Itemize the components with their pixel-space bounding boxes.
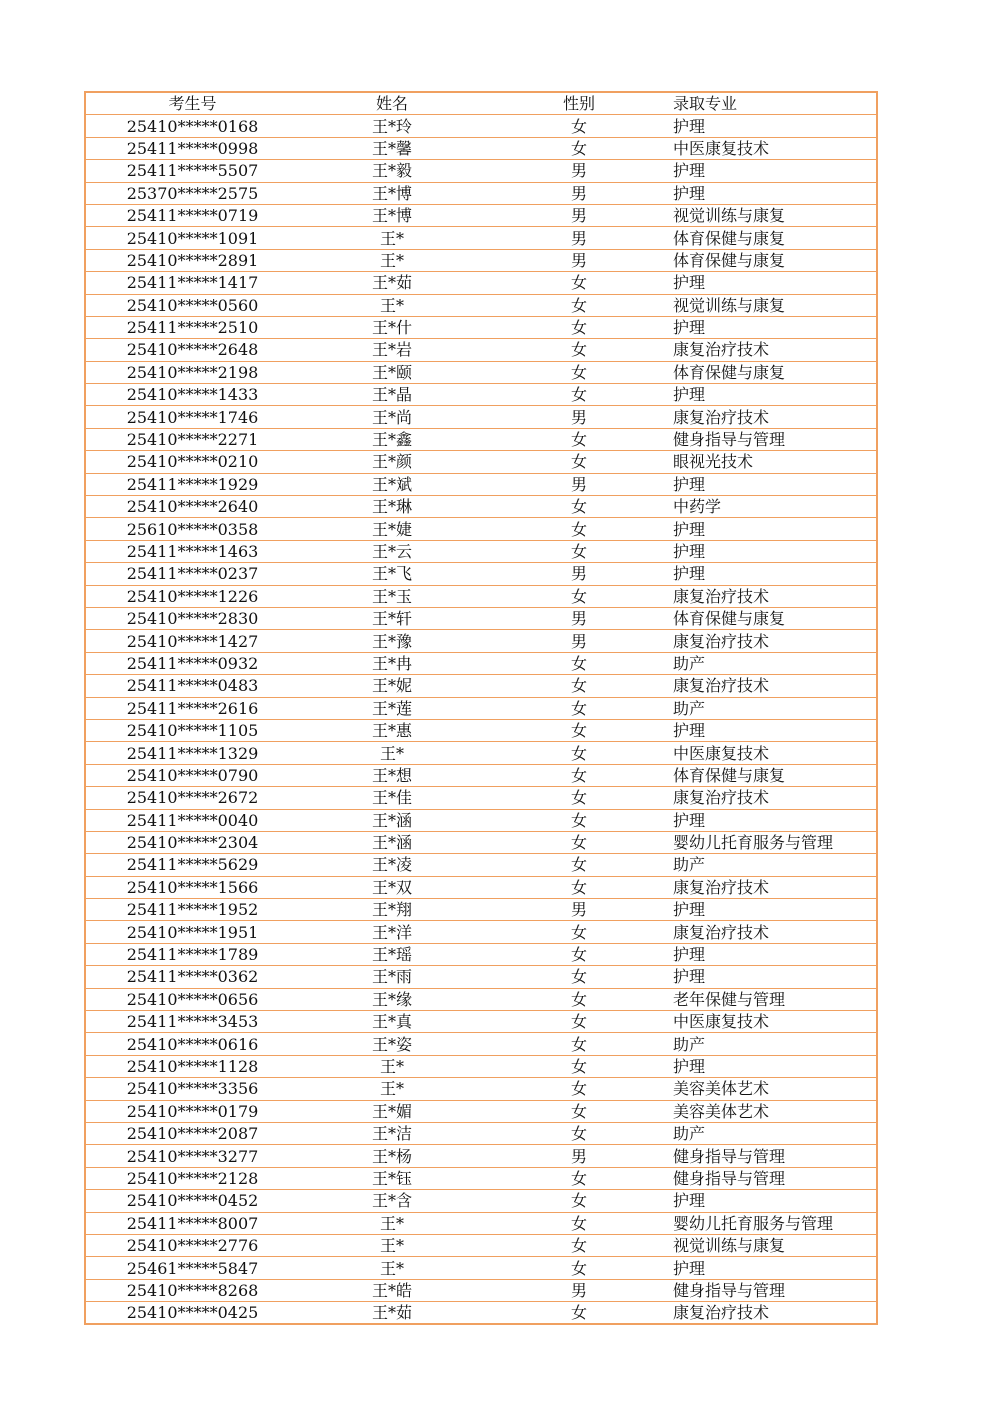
cell-gender: 女: [485, 854, 673, 876]
table-row: [85, 831, 877, 853]
cell-candidate-id: 25410*****0210: [85, 451, 299, 473]
cell-gender: 女: [485, 272, 673, 294]
cell-candidate-id: 25411*****8007: [85, 1212, 299, 1234]
cell-name: 王*玉: [299, 585, 485, 607]
cell-name: 王*玲: [299, 115, 485, 137]
cell-name: 王*颐: [299, 361, 485, 383]
table-row: [85, 249, 877, 271]
cell-candidate-id: 25410*****3277: [85, 1145, 299, 1167]
table-row: [85, 1100, 877, 1122]
table-row: [85, 496, 877, 518]
cell-candidate-id: 25411*****5507: [85, 160, 299, 182]
cell-major: 体育保健与康复: [673, 249, 877, 271]
cell-major: 老年保健与管理: [673, 988, 877, 1010]
cell-gender: 女: [485, 809, 673, 831]
cell-gender: 男: [485, 630, 673, 652]
cell-major: 护理: [673, 473, 877, 495]
cell-major: 视觉训练与康复: [673, 1234, 877, 1256]
cell-candidate-id: 25410*****2640: [85, 496, 299, 518]
cell-candidate-id: 25410*****1566: [85, 876, 299, 898]
cell-gender: 女: [485, 496, 673, 518]
cell-candidate-id: 25410*****1226: [85, 585, 299, 607]
cell-major: 护理: [673, 1055, 877, 1077]
cell-candidate-id: 25411*****1417: [85, 272, 299, 294]
cell-candidate-id: 25411*****2616: [85, 697, 299, 719]
cell-candidate-id: 25410*****0168: [85, 115, 299, 137]
cell-name: 王*博: [299, 182, 485, 204]
cell-name: 王*毅: [299, 160, 485, 182]
cell-gender: 男: [485, 160, 673, 182]
table-row: [85, 809, 877, 831]
cell-major: 护理: [673, 272, 877, 294]
cell-major: 康复治疗技术: [673, 787, 877, 809]
table-row: [85, 115, 877, 137]
cell-gender: 女: [485, 831, 673, 853]
cell-major: 康复治疗技术: [673, 339, 877, 361]
table-row: [85, 137, 877, 159]
cell-major: 健身指导与管理: [673, 1145, 877, 1167]
cell-name: 王*想: [299, 764, 485, 786]
table-row: [85, 719, 877, 741]
cell-candidate-id: 25411*****0040: [85, 809, 299, 831]
cell-candidate-id: 25411*****1329: [85, 742, 299, 764]
cell-major: 体育保健与康复: [673, 227, 877, 249]
table-row: [85, 697, 877, 719]
table-row: [85, 630, 877, 652]
cell-gender: 女: [485, 451, 673, 473]
cell-major: 护理: [673, 160, 877, 182]
table-row: [85, 1257, 877, 1279]
cell-candidate-id: 25411*****1929: [85, 473, 299, 495]
cell-gender: 女: [485, 1212, 673, 1234]
cell-gender: 男: [485, 473, 673, 495]
cell-gender: 女: [485, 518, 673, 540]
cell-name: 王*茹: [299, 272, 485, 294]
cell-major: 护理: [673, 316, 877, 338]
cell-gender: 女: [485, 1190, 673, 1212]
cell-candidate-id: 25411*****0719: [85, 204, 299, 226]
cell-major: 护理: [673, 384, 877, 406]
cell-candidate-id: 25410*****0656: [85, 988, 299, 1010]
cell-name: 王*飞: [299, 563, 485, 585]
cell-gender: 男: [485, 227, 673, 249]
table-row: [85, 876, 877, 898]
cell-name: 王*: [299, 1078, 485, 1100]
table-row: [85, 384, 877, 406]
cell-major: 助产: [673, 1033, 877, 1055]
cell-major: 护理: [673, 966, 877, 988]
cell-candidate-id: 25411*****1463: [85, 540, 299, 562]
header-gender: 性别: [485, 92, 673, 115]
cell-major: 健身指导与管理: [673, 428, 877, 450]
cell-name: 王*妮: [299, 675, 485, 697]
cell-major: 眼视光技术: [673, 451, 877, 473]
cell-major: 康复治疗技术: [673, 921, 877, 943]
table-row: [85, 272, 877, 294]
cell-candidate-id: 25410*****1746: [85, 406, 299, 428]
cell-gender: 男: [485, 899, 673, 921]
cell-name: 王*尚: [299, 406, 485, 428]
cell-gender: 女: [485, 294, 673, 316]
table-row: [85, 675, 877, 697]
cell-gender: 女: [485, 384, 673, 406]
cell-candidate-id: 25411*****2510: [85, 316, 299, 338]
cell-name: 王*皓: [299, 1279, 485, 1301]
table-row: [85, 1033, 877, 1055]
table-row: [85, 339, 877, 361]
table-row: [85, 540, 877, 562]
header-name: 姓名: [299, 92, 485, 115]
table-row: [85, 1234, 877, 1256]
cell-candidate-id: 25411*****1789: [85, 943, 299, 965]
table-row: [85, 518, 877, 540]
cell-candidate-id: 25410*****0452: [85, 1190, 299, 1212]
table-row: [85, 607, 877, 629]
cell-major: 护理: [673, 540, 877, 562]
cell-gender: 女: [485, 697, 673, 719]
table-row: [85, 988, 877, 1010]
cell-gender: 女: [485, 316, 673, 338]
cell-candidate-id: 25411*****0362: [85, 966, 299, 988]
cell-name: 王*什: [299, 316, 485, 338]
cell-name: 王*杨: [299, 1145, 485, 1167]
table-row: [85, 1011, 877, 1033]
cell-major: 助产: [673, 652, 877, 674]
cell-candidate-id: 25410*****0425: [85, 1302, 299, 1325]
cell-candidate-id: 25410*****1105: [85, 719, 299, 741]
cell-candidate-id: 25610*****0358: [85, 518, 299, 540]
cell-major: 康复治疗技术: [673, 630, 877, 652]
table-row: [85, 563, 877, 585]
table-row: [85, 227, 877, 249]
cell-name: 王*云: [299, 540, 485, 562]
cell-gender: 男: [485, 1279, 673, 1301]
cell-gender: 女: [485, 428, 673, 450]
cell-major: 康复治疗技术: [673, 585, 877, 607]
cell-major: 体育保健与康复: [673, 361, 877, 383]
cell-name: 王*琳: [299, 496, 485, 518]
cell-name: 王*: [299, 1055, 485, 1077]
table-row: [85, 943, 877, 965]
cell-name: 王*: [299, 1257, 485, 1279]
cell-name: 王*瑶: [299, 943, 485, 965]
cell-candidate-id: 25410*****2648: [85, 339, 299, 361]
table-row: [85, 160, 877, 182]
cell-candidate-id: 25411*****0932: [85, 652, 299, 674]
cell-candidate-id: 25410*****8268: [85, 1279, 299, 1301]
cell-candidate-id: 25410*****3356: [85, 1078, 299, 1100]
table-row: [85, 1190, 877, 1212]
cell-name: 王*莲: [299, 697, 485, 719]
table-row: [85, 1167, 877, 1189]
cell-name: 王*佳: [299, 787, 485, 809]
cell-name: 王*真: [299, 1011, 485, 1033]
cell-gender: 女: [485, 1257, 673, 1279]
cell-candidate-id: 25410*****2271: [85, 428, 299, 450]
cell-candidate-id: 25411*****0998: [85, 137, 299, 159]
cell-name: 王*岩: [299, 339, 485, 361]
cell-major: 护理: [673, 899, 877, 921]
cell-gender: 女: [485, 675, 673, 697]
cell-gender: 男: [485, 204, 673, 226]
cell-gender: 女: [485, 652, 673, 674]
cell-candidate-id: 25410*****2128: [85, 1167, 299, 1189]
cell-name: 王*博: [299, 204, 485, 226]
cell-gender: 女: [485, 719, 673, 741]
cell-gender: 女: [485, 742, 673, 764]
cell-name: 王*涵: [299, 831, 485, 853]
cell-name: 王*雨: [299, 966, 485, 988]
table-row: [85, 406, 877, 428]
cell-gender: 女: [485, 1033, 673, 1055]
cell-gender: 女: [485, 339, 673, 361]
cell-gender: 女: [485, 764, 673, 786]
cell-gender: 女: [485, 787, 673, 809]
cell-major: 护理: [673, 182, 877, 204]
cell-gender: 男: [485, 563, 673, 585]
cell-name: 王*: [299, 1212, 485, 1234]
cell-gender: 女: [485, 1122, 673, 1144]
cell-candidate-id: 25411*****0237: [85, 563, 299, 585]
cell-major: 婴幼儿托育服务与管理: [673, 831, 877, 853]
cell-gender: 男: [485, 607, 673, 629]
cell-major: 康复治疗技术: [673, 675, 877, 697]
cell-candidate-id: 25410*****1951: [85, 921, 299, 943]
table-row: [85, 428, 877, 450]
cell-gender: 女: [485, 1055, 673, 1077]
table-row: [85, 316, 877, 338]
cell-name: 王*婕: [299, 518, 485, 540]
cell-major: 健身指导与管理: [673, 1167, 877, 1189]
cell-gender: 男: [485, 1145, 673, 1167]
cell-name: 王*: [299, 227, 485, 249]
table-row: [85, 361, 877, 383]
cell-gender: 女: [485, 1167, 673, 1189]
table-row: [85, 182, 877, 204]
cell-major: 视觉训练与康复: [673, 294, 877, 316]
table-row: [85, 1302, 877, 1325]
cell-name: 王*钰: [299, 1167, 485, 1189]
cell-name: 王*洋: [299, 921, 485, 943]
cell-gender: 女: [485, 988, 673, 1010]
cell-name: 王*凌: [299, 854, 485, 876]
cell-major: 护理: [673, 809, 877, 831]
cell-major: 护理: [673, 943, 877, 965]
cell-candidate-id: 25410*****2672: [85, 787, 299, 809]
table-row: [85, 921, 877, 943]
cell-candidate-id: 25411*****0483: [85, 675, 299, 697]
cell-name: 王*: [299, 294, 485, 316]
header-candidate-id: 考生号: [85, 92, 299, 115]
cell-name: 王*晶: [299, 384, 485, 406]
table-row: [85, 787, 877, 809]
cell-major: 康复治疗技术: [673, 406, 877, 428]
cell-gender: 女: [485, 966, 673, 988]
cell-candidate-id: 25410*****0790: [85, 764, 299, 786]
cell-major: 中医康复技术: [673, 1011, 877, 1033]
cell-name: 王*斌: [299, 473, 485, 495]
cell-candidate-id: 25410*****1433: [85, 384, 299, 406]
cell-major: 护理: [673, 1190, 877, 1212]
cell-gender: 男: [485, 406, 673, 428]
table-row: [85, 473, 877, 495]
cell-gender: 女: [485, 1100, 673, 1122]
cell-gender: 女: [485, 361, 673, 383]
cell-candidate-id: 25411*****1952: [85, 899, 299, 921]
cell-major: 护理: [673, 518, 877, 540]
table-row: [85, 1055, 877, 1077]
header-major: 录取专业: [673, 92, 877, 115]
table-row: [85, 1078, 877, 1100]
cell-name: 王*媚: [299, 1100, 485, 1122]
cell-major: 助产: [673, 1122, 877, 1144]
cell-candidate-id: 25461*****5847: [85, 1257, 299, 1279]
cell-major: 美容美体艺术: [673, 1078, 877, 1100]
cell-major: 康复治疗技术: [673, 876, 877, 898]
cell-major: 康复治疗技术: [673, 1302, 877, 1325]
table-row: [85, 1212, 877, 1234]
cell-major: 中医康复技术: [673, 742, 877, 764]
cell-name: 王*洁: [299, 1122, 485, 1144]
cell-name: 王*馨: [299, 137, 485, 159]
table-row: [85, 652, 877, 674]
cell-name: 王*轩: [299, 607, 485, 629]
table-row: [85, 854, 877, 876]
cell-gender: 女: [485, 1011, 673, 1033]
cell-name: 王*含: [299, 1190, 485, 1212]
cell-gender: 女: [485, 585, 673, 607]
cell-major: 美容美体艺术: [673, 1100, 877, 1122]
cell-name: 王*: [299, 249, 485, 271]
cell-candidate-id: 25410*****2776: [85, 1234, 299, 1256]
cell-major: 视觉训练与康复: [673, 204, 877, 226]
table-body: [85, 115, 877, 1325]
cell-name: 王*缘: [299, 988, 485, 1010]
table-header: [85, 92, 877, 115]
cell-candidate-id: 25411*****3453: [85, 1011, 299, 1033]
cell-gender: 男: [485, 249, 673, 271]
cell-name: 王*鑫: [299, 428, 485, 450]
cell-candidate-id: 25410*****1091: [85, 227, 299, 249]
cell-candidate-id: 25410*****2087: [85, 1122, 299, 1144]
cell-gender: 男: [485, 182, 673, 204]
cell-name: 王*: [299, 1234, 485, 1256]
cell-name: 王*翔: [299, 899, 485, 921]
cell-name: 王*双: [299, 876, 485, 898]
cell-major: 护理: [673, 1257, 877, 1279]
cell-major: 婴幼儿托育服务与管理: [673, 1212, 877, 1234]
cell-major: 护理: [673, 719, 877, 741]
cell-major: 护理: [673, 563, 877, 585]
cell-name: 王*: [299, 742, 485, 764]
header-row: [85, 92, 877, 115]
cell-candidate-id: 25410*****2891: [85, 249, 299, 271]
table-row: [85, 966, 877, 988]
cell-name: 王*茹: [299, 1302, 485, 1325]
cell-major: 助产: [673, 697, 877, 719]
cell-gender: 女: [485, 115, 673, 137]
cell-gender: 女: [485, 943, 673, 965]
cell-name: 王*颜: [299, 451, 485, 473]
cell-gender: 女: [485, 1078, 673, 1100]
cell-major: 助产: [673, 854, 877, 876]
cell-name: 王*豫: [299, 630, 485, 652]
cell-name: 王*姿: [299, 1033, 485, 1055]
admission-table: [84, 91, 878, 1325]
cell-candidate-id: 25411*****5629: [85, 854, 299, 876]
table-row: [85, 899, 877, 921]
cell-candidate-id: 25410*****2304: [85, 831, 299, 853]
table-row: [85, 742, 877, 764]
table-row: [85, 1279, 877, 1301]
cell-major: 中药学: [673, 496, 877, 518]
table-row: [85, 585, 877, 607]
cell-major: 体育保健与康复: [673, 764, 877, 786]
cell-name: 王*涵: [299, 809, 485, 831]
cell-major: 中医康复技术: [673, 137, 877, 159]
cell-candidate-id: 25410*****1128: [85, 1055, 299, 1077]
cell-major: 健身指导与管理: [673, 1279, 877, 1301]
table-row: [85, 1145, 877, 1167]
cell-gender: 女: [485, 1302, 673, 1325]
cell-name: 王*冉: [299, 652, 485, 674]
cell-gender: 女: [485, 876, 673, 898]
table-row: [85, 451, 877, 473]
cell-candidate-id: 25410*****0560: [85, 294, 299, 316]
cell-major: 护理: [673, 115, 877, 137]
cell-candidate-id: 25410*****0616: [85, 1033, 299, 1055]
cell-gender: 女: [485, 921, 673, 943]
cell-candidate-id: 25410*****2198: [85, 361, 299, 383]
cell-major: 体育保健与康复: [673, 607, 877, 629]
table-row: [85, 764, 877, 786]
cell-candidate-id: 25410*****0179: [85, 1100, 299, 1122]
cell-gender: 女: [485, 137, 673, 159]
table-row: [85, 294, 877, 316]
table-row: [85, 1122, 877, 1144]
table-row: [85, 204, 877, 226]
cell-gender: 女: [485, 540, 673, 562]
cell-name: 王*惠: [299, 719, 485, 741]
cell-gender: 女: [485, 1234, 673, 1256]
cell-candidate-id: 25410*****1427: [85, 630, 299, 652]
cell-candidate-id: 25410*****2830: [85, 607, 299, 629]
cell-candidate-id: 25370*****2575: [85, 182, 299, 204]
